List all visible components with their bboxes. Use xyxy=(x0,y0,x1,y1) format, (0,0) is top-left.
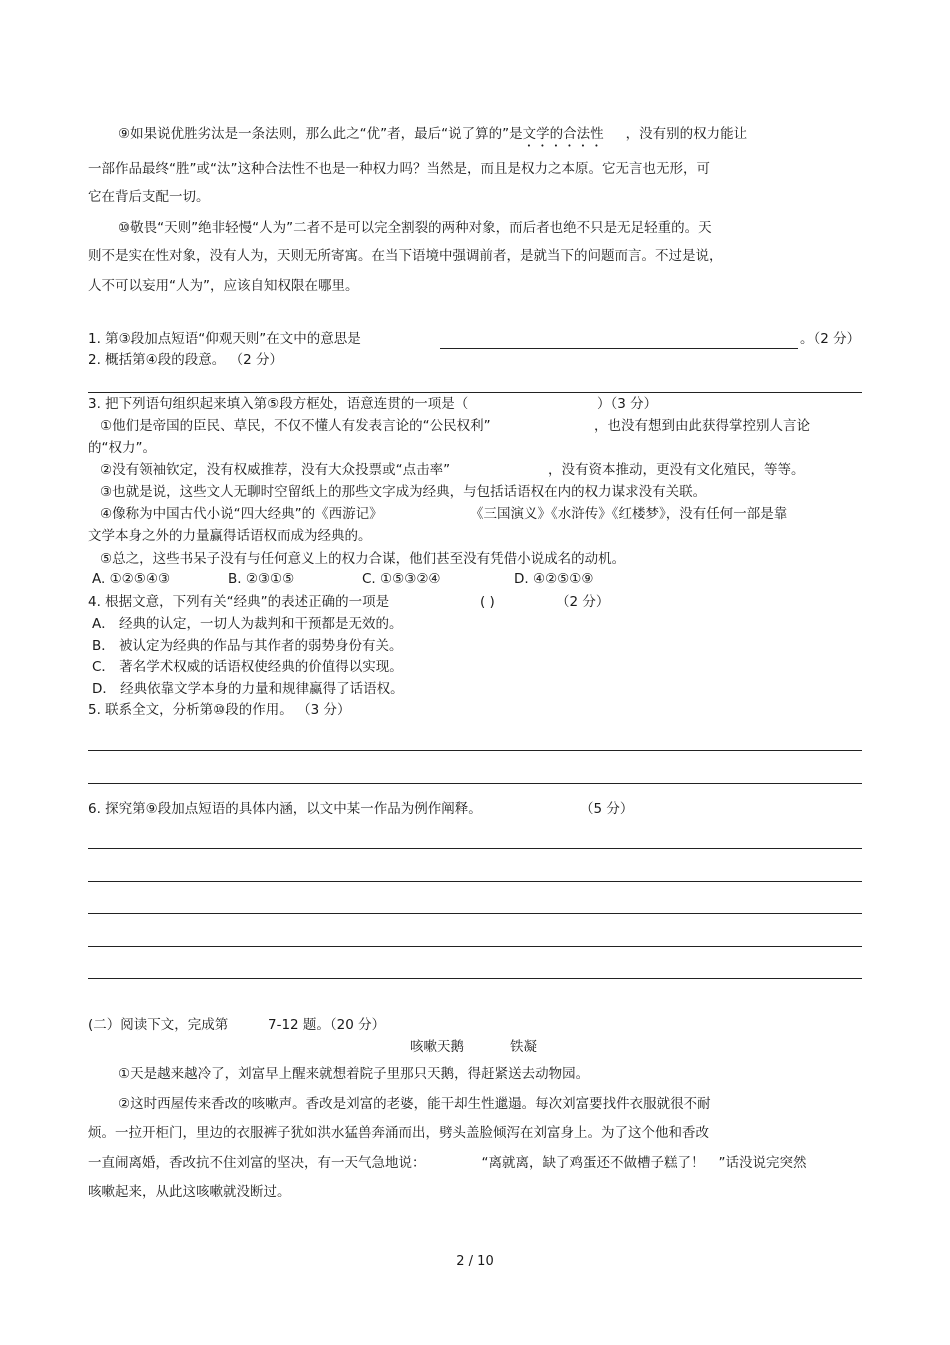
question-1-score: 。（2 分） xyxy=(800,331,861,347)
question-6: 6. 探究第⑨段加点短语的具体内涵，以文中某一作品为例作阐释。 xyxy=(88,801,482,817)
story-paragraph-2-line-1: ②这时西屋传来香改的咳嗽声。香改是刘富的老婆，能干却生性邋遢。每次刘富要找件衣服就很不耐 xyxy=(118,1096,711,1112)
q3-sentence-1b: ，也没有想到由此获得掌控别人言论 xyxy=(594,418,810,434)
story-title: 咳嗽天鹅 xyxy=(410,1039,464,1055)
question-3-score: ）（3 分） xyxy=(597,396,658,412)
q4-option-b[interactable]: B． 被认定为经典的作品与其作者的弱势身份有关。 xyxy=(92,638,403,654)
story-paragraph-1: ①天是越来越冷了，刘富早上醒来就想着院子里那只天鹅，得赶紧送去动物园。 xyxy=(118,1066,590,1082)
answer-line-q5-2[interactable] xyxy=(88,783,862,784)
question-4-score: （2 分） xyxy=(556,594,610,610)
section-2-heading-b: 7-12 题。（20 分） xyxy=(268,1017,386,1033)
answer-line-q6-3[interactable] xyxy=(88,913,862,914)
paragraph-10-line-1: ⑩敬畏“天则”绝非轻慢“人为”二者不是可以完全割裂的两种对象，而后者也绝不只是无足轻重的。天 xyxy=(118,220,712,236)
story-paragraph-2-line-4: 咳嗽起来，从此这咳嗽就没断过。 xyxy=(88,1184,291,1200)
answer-line-q6-5[interactable] xyxy=(88,978,862,979)
story-paragraph-2-line-3 xyxy=(88,1155,807,1171)
q3-option-b[interactable]: B. ②③①⑤ xyxy=(228,571,295,587)
q3-sentence-2b: ，没有资本推动，更没有文化殖民，等等。 xyxy=(548,462,805,478)
answer-line-q6-4[interactable] xyxy=(88,946,862,947)
story-paragraph-2-line-2: 烦。一拉开柜门，里边的衣服裤子犹如洪水猛兽奔涌而出，劈头盖脸倾泻在刘富身上。为了这个他和香改 xyxy=(88,1125,709,1141)
q3-sentence-5: ⑤总之，这些书呆子没有与任何意义上的权力合谋，他们甚至没有凭借小说成名的动机。 xyxy=(100,551,626,567)
q3-sentence-3: ③也就是说，这些文人无聊时空留纸上的那些文字成为经典，与包括话语权在内的权力谋求没有关联。 xyxy=(100,484,707,500)
story-p2-line3-quote: “离就离，缺了鸡蛋还不做槽子糕了！ xyxy=(481,1155,705,1171)
paragraph-9-text-b: ，没有别的权力能让 xyxy=(625,126,748,142)
question-3: 3. 把下列语句组织起来填入第⑤段方框处，语意连贯的一项是（ xyxy=(88,396,469,412)
q4-option-a[interactable]: A． 经典的认定，一切人为裁判和干预都是无效的。 xyxy=(92,616,403,632)
q3-sentence-1c: 的“权力”。 xyxy=(88,440,156,456)
q3-sentence-2a: ②没有领袖钦定，没有权威推荐，没有大众投票或“点击率” xyxy=(100,462,451,478)
paragraph-10-line-3: 人不可以妄用“人为”，应该自知权限在哪里。 xyxy=(88,278,359,294)
question-6-score: （5 分） xyxy=(580,801,634,817)
story-p2-line3-a: 一直闹离婚，香改抗不住刘富的坚决，有一天气急地说： xyxy=(88,1155,426,1171)
q3-sentence-4b: 《三国演义》《水浒传》《红楼梦》，没有任何一部是靠 xyxy=(470,506,788,522)
story-p2-line3-c: ”话没说完突然 xyxy=(718,1155,807,1171)
paragraph-10-line-2: 则不是实在性对象，没有人为，天则无所寄寓。在当下语境中强调前者，是就当下的问题而言。不过是说， xyxy=(88,248,723,264)
story-author: 铁凝 xyxy=(510,1039,537,1055)
q4-option-c[interactable]: C． 著名学术权威的话语权使经典的价值得以实现。 xyxy=(92,659,403,675)
answer-line-q2[interactable] xyxy=(88,392,862,393)
dotted-phrase: 文学的合法性 xyxy=(522,126,604,142)
paragraph-9-text-a: ⑨如果说优胜劣汰是一条法则，那么此之“优”者，最后“说了算的”是 xyxy=(118,126,523,142)
q4-option-d[interactable]: D． 经典依靠文学本身的力量和规律赢得了话语权。 xyxy=(92,681,404,697)
question-5: 5. 联系全文，分析第⑩段的作用。 （3 分） xyxy=(88,702,351,718)
q3-option-a[interactable]: A. ①②⑤④③ xyxy=(92,571,171,587)
answer-line-q1[interactable] xyxy=(440,348,798,349)
q3-option-c[interactable]: C. ①⑤③②④ xyxy=(362,571,441,587)
question-4: 4. 根据文意，下列有关“经典”的表述正确的一项是 xyxy=(88,594,390,610)
q3-sentence-1a: ①他们是帝国的臣民、草民，不仅不懂人有发表言论的“公民权利” xyxy=(100,418,491,434)
question-4-answer-paren[interactable]: ( ) xyxy=(480,594,495,610)
paragraph-9-line-1 xyxy=(118,126,747,150)
answer-line-q5-1[interactable] xyxy=(88,750,862,751)
paragraph-9-line-2: 一部作品最终“胜”或“汰”这种合法性不也是一种权力吗？当然是，而且是权力之本原。它无言也无形，可 xyxy=(88,161,710,177)
answer-line-q6-2[interactable] xyxy=(88,881,862,882)
section-2-heading-a: (二）阅读下文，完成第 xyxy=(88,1017,229,1033)
question-2: 2. 概括第④段的段意。 （2 分） xyxy=(88,352,283,368)
q3-option-d[interactable]: D. ④②⑤①⑨ xyxy=(514,571,594,587)
paragraph-9-line-3: 它在背后支配一切。 xyxy=(88,189,210,205)
answer-line-q6-1[interactable] xyxy=(88,848,862,849)
q3-sentence-4c: 文学本身之外的力量赢得话语权而成为经典的。 xyxy=(88,528,372,544)
question-1: 1. 第③段加点短语“仰观天则”在文中的意思是 xyxy=(88,331,361,347)
page-number: 2 / 10 xyxy=(456,1254,494,1269)
q3-sentence-4a: ④像称为中国古代小说“四大经典”的《西游记》 xyxy=(100,506,383,522)
